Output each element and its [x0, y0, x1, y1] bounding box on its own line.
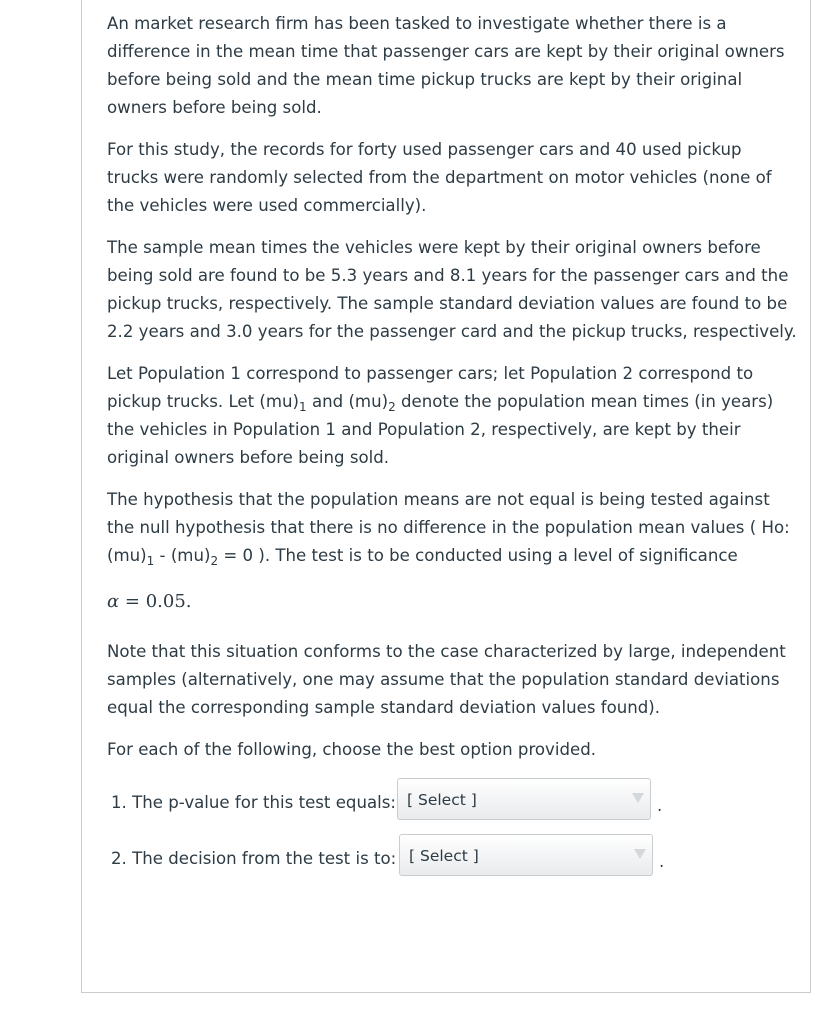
subscript-2: 2 [210, 554, 219, 568]
populations-text-c: denote the population mean times (in years) the vehicles in Population 1 and Population 2, respectively, are kept by their original owners before being sold. [107, 392, 774, 467]
question-suffix: . [659, 852, 665, 871]
subscript-2: 2 [388, 400, 396, 414]
subscript-1: 1 [299, 400, 307, 414]
question-item-decision [107, 834, 797, 890]
p-value-select[interactable] [397, 778, 651, 820]
hypothesis-text-a: The hypothesis that the population means are not equal is being tested against the null hypothesis that there is no difference in the population mean values ( Ho: (mu) [107, 490, 790, 565]
subscript-1: 1 [146, 554, 155, 568]
paragraph-intro: An market research firm has been tasked to investigate whether there is a difference in the mean time that passenger cars are kept by their original owners before being sold and the mean time pickup trucks are kept by their original owners before being sold. [107, 14, 785, 117]
paragraph-sample-stats: The sample mean times the vehicles were kept by their original owners before being sold are found to be 5.3 years and 8.1 years for the passenger cars and the pickup trucks, respectively. The sample standard deviation values are found to be 2.2 years and 3.0 years for the passenger card and the pickup trucks, respectively. [107, 238, 797, 341]
equals-sign: = [119, 591, 146, 612]
paragraph-note: Note that this situation conforms to the case characterized by large, independent samples (alternatively, one may assume that the population standard deviations equal the corresponding sample standard deviation values found). [107, 642, 786, 717]
question-content [107, 10, 797, 890]
hypothesis-text-b: - (mu) [154, 546, 211, 565]
populations-text-b: and (mu) [306, 392, 389, 411]
question-card [81, 0, 811, 993]
paragraph-populations [107, 360, 797, 472]
chevron-down-icon [626, 779, 650, 819]
alpha-symbol: α [107, 591, 120, 612]
select-value: [ Select ] [409, 847, 479, 865]
populations-text-a: Let Population 1 correspond to passenger cars; let Population 2 correspond to pickup trucks. Let (mu) [107, 364, 754, 411]
question-list [107, 778, 797, 890]
question-item-p-value [107, 778, 797, 834]
paragraph-hypothesis [107, 486, 797, 570]
question-label: 1. The p-value for this test equals: [111, 793, 396, 812]
question-label: 2. The decision from the test is to: [111, 849, 397, 868]
question-suffix: . [657, 796, 663, 815]
alpha-value: 0.05. [145, 591, 192, 612]
significance-level [107, 588, 797, 616]
paragraph-study: For this study, the records for forty used passenger cars and 40 used pickup trucks were randomly selected from the department on motor vehicles (none of the vehicles were used commercially). [107, 140, 772, 215]
paragraph-instructions: For each of the following, choose the best option provided. [107, 740, 597, 759]
hypothesis-text-c: = 0 ). The test is to be conducted using a level of significance [218, 546, 738, 565]
select-value: [ Select ] [407, 791, 477, 809]
chevron-down-icon [628, 835, 652, 875]
decision-select[interactable] [399, 834, 653, 876]
